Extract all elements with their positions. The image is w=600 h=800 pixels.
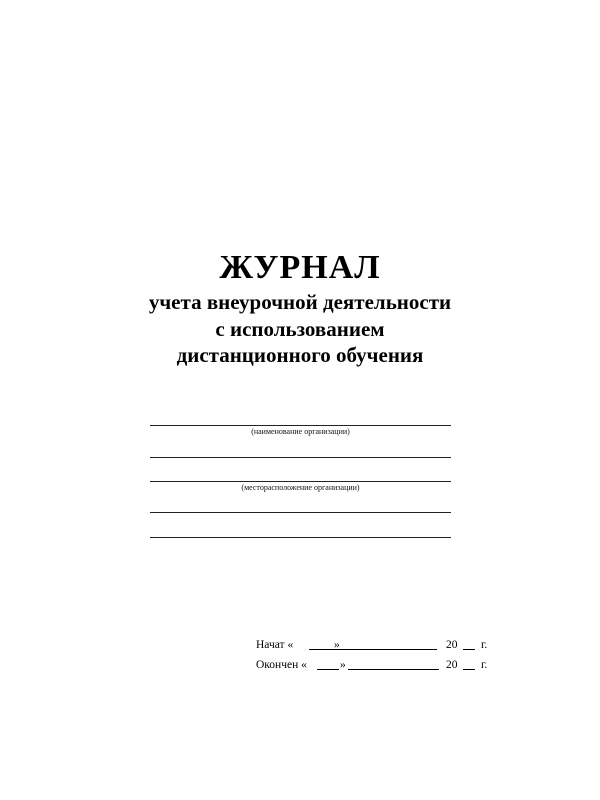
- subtitle-line-3: дистанционного обучения: [176, 343, 424, 367]
- date-started-label: Начат «: [256, 639, 294, 651]
- date-started-year-blank: [463, 649, 475, 650]
- journal-title: ЖУРНАЛ: [219, 249, 381, 286]
- organization-location-line-2: [150, 512, 451, 513]
- subtitle-line-1: учета внеурочной деятельности: [148, 290, 452, 314]
- date-started-year-prefix: 20: [446, 639, 458, 651]
- date-finished-label: Окончен «: [256, 659, 307, 671]
- organization-location-line-3: [150, 537, 451, 538]
- date-started-year-suffix: г.: [481, 639, 488, 651]
- subtitle-line-2: с использованием: [215, 317, 385, 341]
- organization-location-caption: (месторасположение организации): [241, 483, 360, 492]
- date-finished-month-blank: [348, 669, 439, 670]
- organization-name-caption: (наименование организации): [251, 427, 350, 436]
- organization-location-line: [150, 481, 451, 482]
- date-finished-year-blank: [463, 669, 475, 670]
- date-started-quote-close: »: [334, 639, 340, 651]
- date-finished-quote-close: »: [340, 659, 346, 671]
- date-finished-day-blank: [317, 669, 339, 670]
- date-finished-year-suffix: г.: [481, 659, 488, 671]
- organization-name-line-2: [150, 457, 451, 458]
- date-finished-year-prefix: 20: [446, 659, 458, 671]
- date-started-month-blank: [332, 649, 437, 650]
- date-started-day-blank: [309, 649, 333, 650]
- organization-name-line: [150, 425, 451, 426]
